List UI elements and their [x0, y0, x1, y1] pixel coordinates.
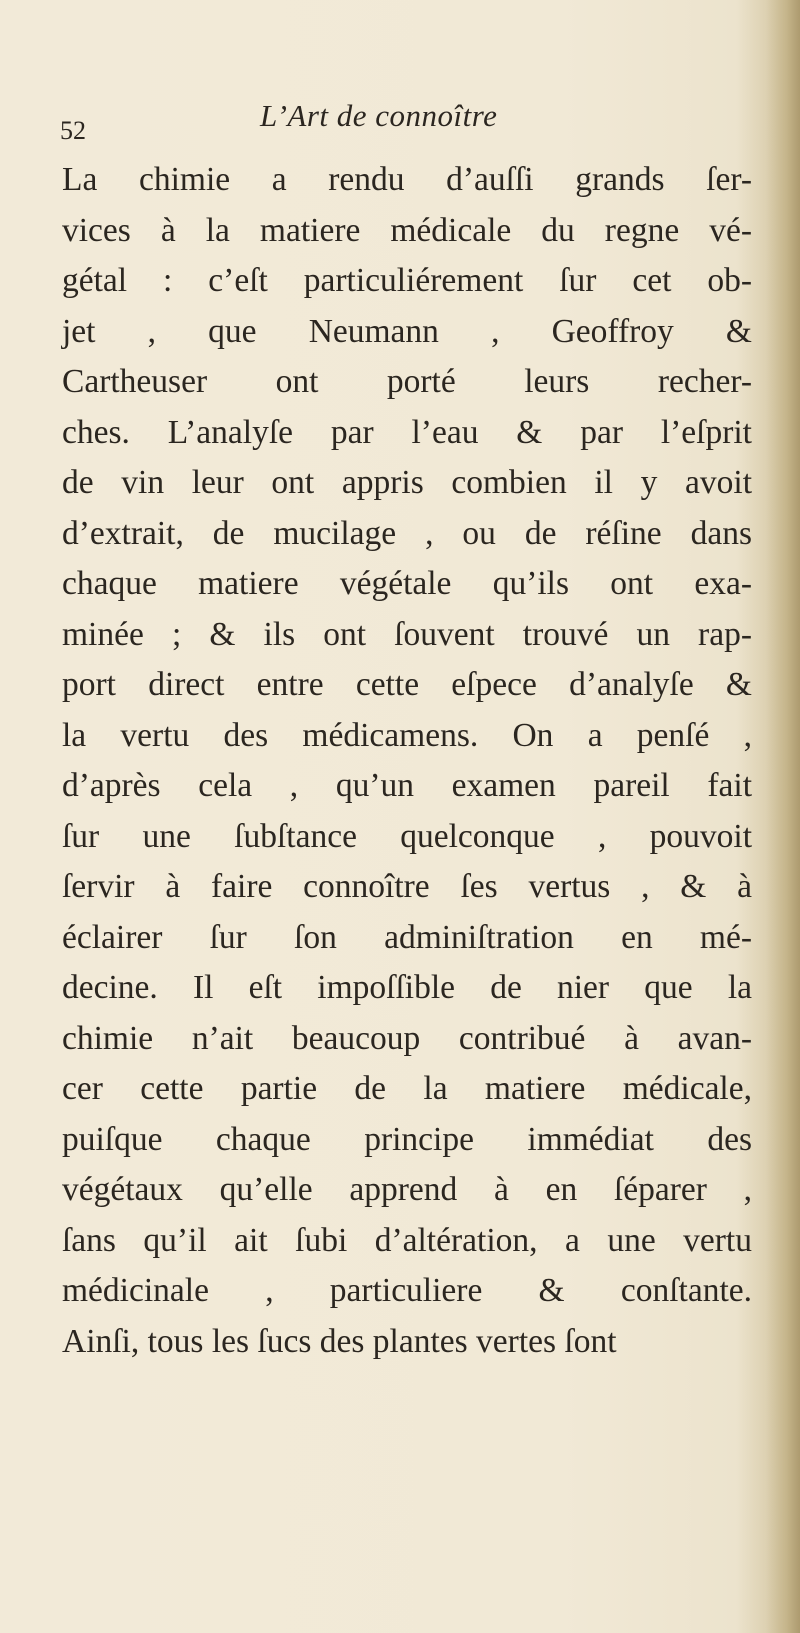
text-line: de vin leur ont appris combien il y avoit [62, 464, 752, 501]
text-line: cer cette partie de la matiere médicale, [62, 1070, 752, 1107]
text-line: ſervir à faire connoître ſes vertus , & à [62, 868, 752, 905]
text-line: chimie n’ait beaucoup contribué à avan- [62, 1019, 752, 1057]
page-number: 52 [60, 116, 86, 145]
text-line: puiſque chaque principe immédiat des [62, 1120, 752, 1158]
text-line: minée ; & ils ont ſouvent trouvé un rap- [62, 615, 752, 653]
text-line: ſans qu’il ait ſubi d’altération, a une vertu [62, 1221, 752, 1259]
text-line: decine. Il eſt impoſſible de nier que la [62, 969, 752, 1006]
text-line: La chimie a rendu d’auſſi grands ſer- [62, 161, 752, 198]
text-line: Ainſi, tous les ſucs des plantes vertes ſont [62, 1322, 617, 1360]
text-line: éclairer ſur ſon adminiſtration en mé- [62, 918, 752, 956]
text-line: d’après cela , qu’un examen pareil fait [62, 767, 752, 804]
text-line: végétaux qu’elle apprend à en ſéparer , [62, 1171, 752, 1208]
text-line: gétal : c’eſt particuliérement ſur cet ob- [62, 262, 752, 299]
text-line: Cartheuser ont porté leurs recher- [62, 363, 752, 400]
text-line: la vertu des médicamens. On a penſé , [62, 716, 752, 754]
text-line: ſur une ſubſtance quelconque , pouvoit [62, 817, 752, 855]
page-edge-shadow [766, 0, 800, 1633]
text-line: chaque matiere végétale qu’ils ont exa- [62, 565, 752, 602]
text-line: port direct entre cette eſpece d’analyſe & [62, 666, 752, 703]
text-line: médicinale , particuliere & conſtante. [62, 1272, 752, 1309]
page-header [60, 88, 720, 148]
text-line: d’extrait, de mucilage , ou de réſine dans [62, 514, 752, 552]
text-line: vices à la matiere médicale du regne vé- [62, 211, 752, 249]
text-line: ches. L’analyſe par l’eau & par l’eſprit [62, 413, 752, 451]
text-line: jet , que Neumann , Geoffroy & [62, 312, 752, 350]
body-text [62, 155, 762, 1367]
running-title: L’Art de connoître [260, 98, 498, 133]
